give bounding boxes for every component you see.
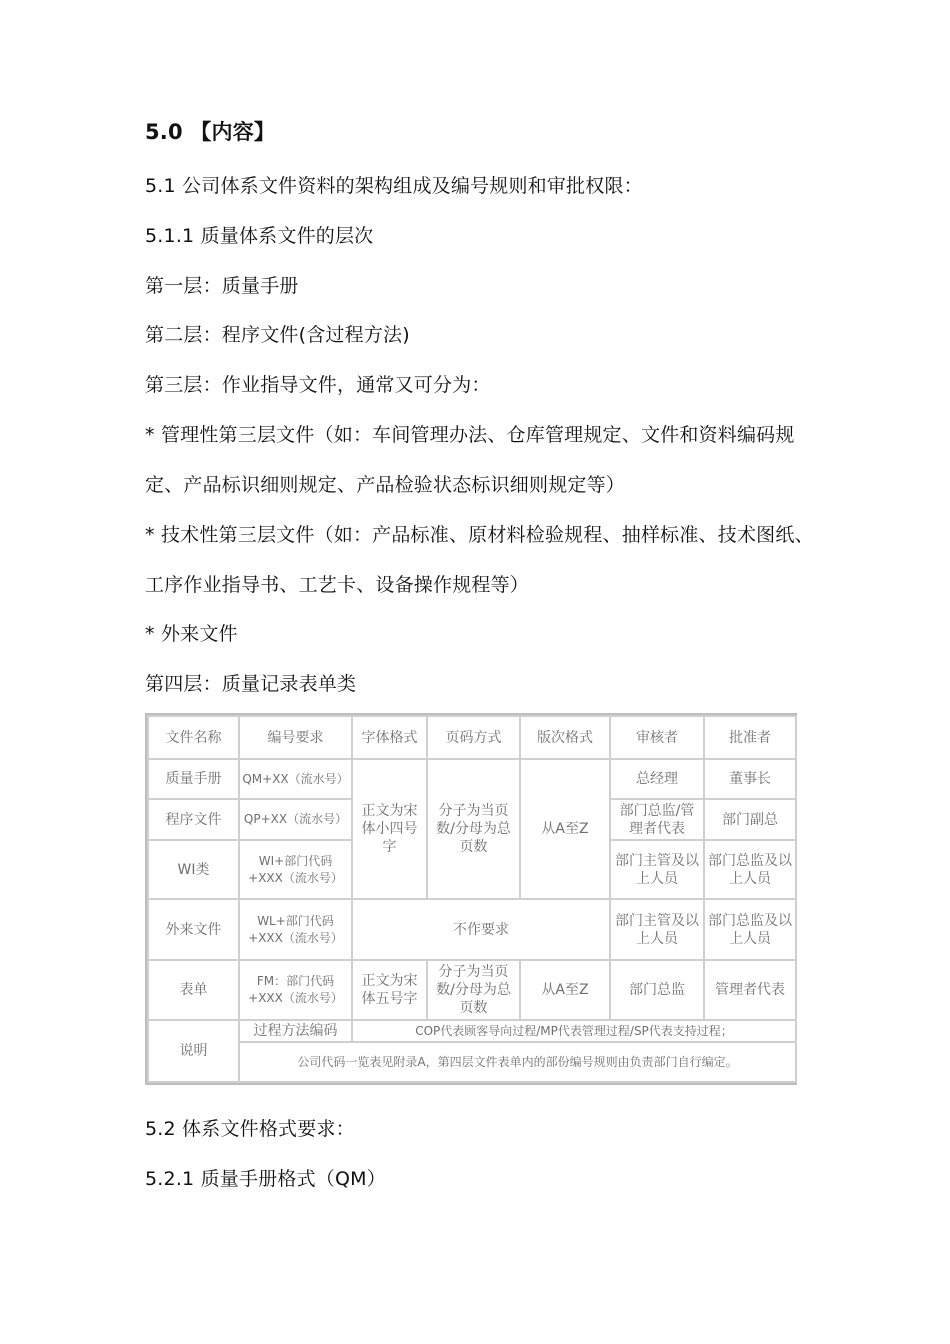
- font-format-cell: 正文为宋体小四号字: [352, 759, 427, 899]
- not-required-cell: 不作要求: [352, 899, 610, 960]
- table-header-row: [148, 716, 796, 759]
- doc-name-cell: WI类: [148, 840, 239, 899]
- approver-cell: 董事长: [704, 759, 796, 799]
- reviewer-cell: 部门总监: [610, 960, 704, 1020]
- paragraph-management-docs-cont: 定、产品标识细则规定、产品检验状态标识细则规定等）: [145, 474, 626, 496]
- page-format-cell: 分子为当页数/分母为总页数: [427, 759, 520, 899]
- approver-cell: 部门总监及以上人员: [704, 899, 796, 960]
- paragraph-5-1: 5.1 公司体系文件资料的架构组成及编号规则和审批权限：: [145, 175, 643, 197]
- header-cell: 审核者: [610, 716, 704, 759]
- code-cell: WL+部门代码+XXX（流水号）: [239, 899, 352, 960]
- header-cell: 字体格式: [352, 716, 427, 759]
- section-heading: 5.0 【内容】: [145, 120, 276, 144]
- reviewer-cell: 部门主管及以上人员: [610, 840, 704, 899]
- header-cell: 文件名称: [148, 716, 239, 759]
- doc-name-cell: 表单: [148, 960, 239, 1020]
- header-cell: 编号要求: [239, 716, 352, 759]
- approver-cell: 部门副总: [704, 799, 796, 840]
- paragraph-layer-3: 第三层：作业指导文件，通常又可分为：: [145, 374, 491, 396]
- reviewer-cell: 部门总监/管理者代表: [610, 799, 704, 840]
- paragraph-technical-docs-cont: 工序作业指导书、工艺卡、设备操作规程等）: [145, 574, 530, 596]
- code-cell: FM：部门代码+XXX（流水号）: [239, 960, 352, 1020]
- doc-name-cell: 程序文件: [148, 799, 239, 840]
- table-row: [148, 899, 796, 960]
- note-process-cell: COP代表顾客导向过程/MP代表管理过程/SP代表支持过程；: [352, 1020, 796, 1042]
- paragraph-5-2: 5.2 体系文件格式要求：: [145, 1118, 355, 1140]
- table-row: [148, 960, 796, 1020]
- paragraph-technical-docs: * 技术性第三层文件（如：产品标准、原材料检验规程、抽样标准、技术图纸、: [145, 524, 814, 546]
- doc-name-cell: 质量手册: [148, 759, 239, 799]
- page-format-cell: 分子为当页数/分母为总页数: [427, 960, 520, 1020]
- paragraph-management-docs: * 管理性第三层文件（如：车间管理办法、仓库管理规定、文件和资料编码规: [145, 424, 795, 446]
- note-code-cell: 公司代码一览表见附录A，第四层文件表单内的部份编号规则由负责部门自行编定。: [239, 1042, 796, 1082]
- paragraph-layer-1: 第一层：质量手册: [145, 275, 299, 297]
- document-rules-table: [145, 713, 797, 1085]
- paragraph-layer-4: 第四层：质量记录表单类: [145, 673, 357, 695]
- font-format-cell: 正文为宋体五号字: [352, 960, 427, 1020]
- doc-name-cell: 外来文件: [148, 899, 239, 960]
- code-cell: QM+XX（流水号）: [239, 759, 352, 799]
- code-cell: WI+部门代码+XXX（流水号）: [239, 840, 352, 899]
- approver-cell: 部门总监及以上人员: [704, 840, 796, 899]
- table-row: [148, 759, 796, 799]
- paragraph-layer-2: 第二层：程序文件(含过程方法): [145, 324, 410, 346]
- table-note-row: [148, 1020, 796, 1042]
- table-note-row: [148, 1042, 796, 1082]
- reviewer-cell: 部门主管及以上人员: [610, 899, 704, 960]
- version-format-cell: 从A至Z: [520, 759, 610, 899]
- reviewer-cell: 总经理: [610, 759, 704, 799]
- approver-cell: 管理者代表: [704, 960, 796, 1020]
- paragraph-external-docs: * 外来文件: [145, 623, 238, 645]
- code-cell: QP+XX（流水号）: [239, 799, 352, 840]
- version-format-cell: 从A至Z: [520, 960, 610, 1020]
- header-cell: 版次格式: [520, 716, 610, 759]
- paragraph-5-2-1: 5.2.1 质量手册格式（QM）: [145, 1168, 386, 1190]
- note-label-cell: 说明: [148, 1020, 239, 1082]
- paragraph-5-1-1: 5.1.1 质量体系文件的层次: [145, 225, 374, 247]
- header-cell: 批准者: [704, 716, 796, 759]
- note-sub-label-cell: 过程方法编码: [239, 1020, 352, 1042]
- header-cell: 页码方式: [427, 716, 520, 759]
